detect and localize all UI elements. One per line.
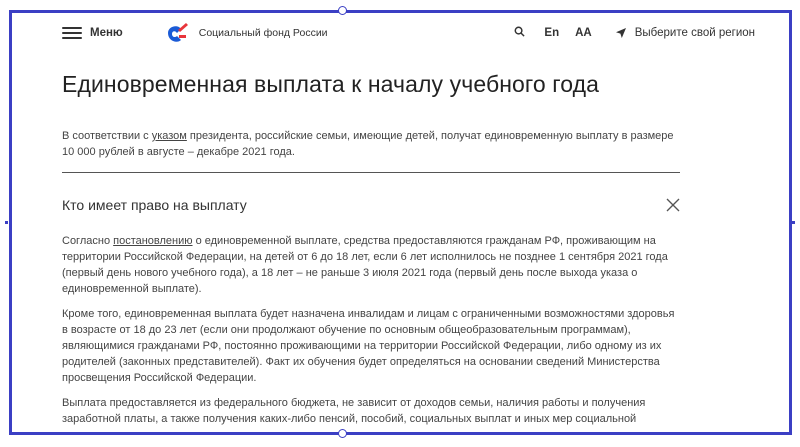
paragraph-1-start: Согласно	[62, 235, 114, 247]
accordion-body	[62, 233, 682, 427]
site-header	[12, 13, 789, 53]
main-content	[62, 53, 682, 427]
brand-name: Социальный фонд России	[198, 27, 328, 39]
menu-button[interactable]	[62, 27, 123, 39]
resize-mark-right	[792, 221, 795, 224]
brand-link[interactable]	[165, 22, 328, 44]
font-size-toggle[interactable]: AA	[575, 27, 592, 39]
resize-handle-bottom[interactable]	[338, 429, 347, 438]
search-icon	[514, 26, 525, 37]
sfr-logo-icon	[165, 22, 189, 44]
location-arrow-icon	[616, 28, 626, 38]
selection-frame	[9, 10, 792, 435]
region-selector[interactable]	[616, 27, 755, 39]
intro-text-start: В соответствии с	[62, 130, 152, 142]
accordion-title: Кто имеет право на выплату	[62, 197, 247, 213]
paragraph-1-end: о единовременной выплате, средства предоставляются гражданам РФ, проживающим на территории Российской Федерации, на детей от 6 до 18 лет, если 6 лет исполнилось не позднее 1 сентября 2021 года (первый день нового учебного года), а 18 лет – не раньше 3 июля 2021 года (первый день после выхода указа о единовременной выплате).	[62, 235, 668, 295]
intro-text-end: президента, российские семьи, имеющие детей, получат единовременную выплату в размере 10 000 рублей в августе – декабре 2021 года.	[62, 130, 674, 158]
menu-label: Меню	[90, 27, 123, 39]
hamburger-icon	[62, 27, 82, 39]
decree-link[interactable]: указом	[151, 130, 187, 142]
section-divider	[62, 172, 680, 173]
page-title: Единовременная выплата к началу учебного года	[62, 71, 600, 97]
resolution-link[interactable]: постановлению	[113, 235, 193, 247]
search-button[interactable]	[514, 26, 525, 40]
accordion-header[interactable]	[62, 195, 682, 215]
eligibility-paragraph-2: Кроме того, единовременная выплата будет назначена инвалидам и лицам с ограниченными возможностями здоровья в возрасте от 18 до 23 лет (если они продолжают обучение по основным общеобразовательным программам), являющимися гражданами РФ, постоянно проживающими на территории Российской Федерации, либо одному из их родителей (законных представителей). Факт их обучения будет определяться на основании сведений Министерства просвещения Российской Федерации.	[62, 308, 675, 384]
resize-mark-left	[5, 221, 8, 224]
eligibility-paragraph-3: Выплата предоставляется из федерального бюджета, не зависит от доходов семьи, наличия работы и получения заработной платы, а также получения каких-либо пенсий, пособий, социальных выплат и иных мер социальной	[62, 397, 646, 425]
resize-handle-top[interactable]	[338, 6, 347, 15]
close-icon[interactable]	[666, 198, 680, 212]
eligibility-paragraph-1	[62, 233, 682, 297]
header-tools	[514, 26, 755, 40]
intro-text	[62, 128, 682, 160]
region-label: Выберите свой регион	[634, 27, 755, 39]
language-switch[interactable]: En	[544, 27, 560, 39]
